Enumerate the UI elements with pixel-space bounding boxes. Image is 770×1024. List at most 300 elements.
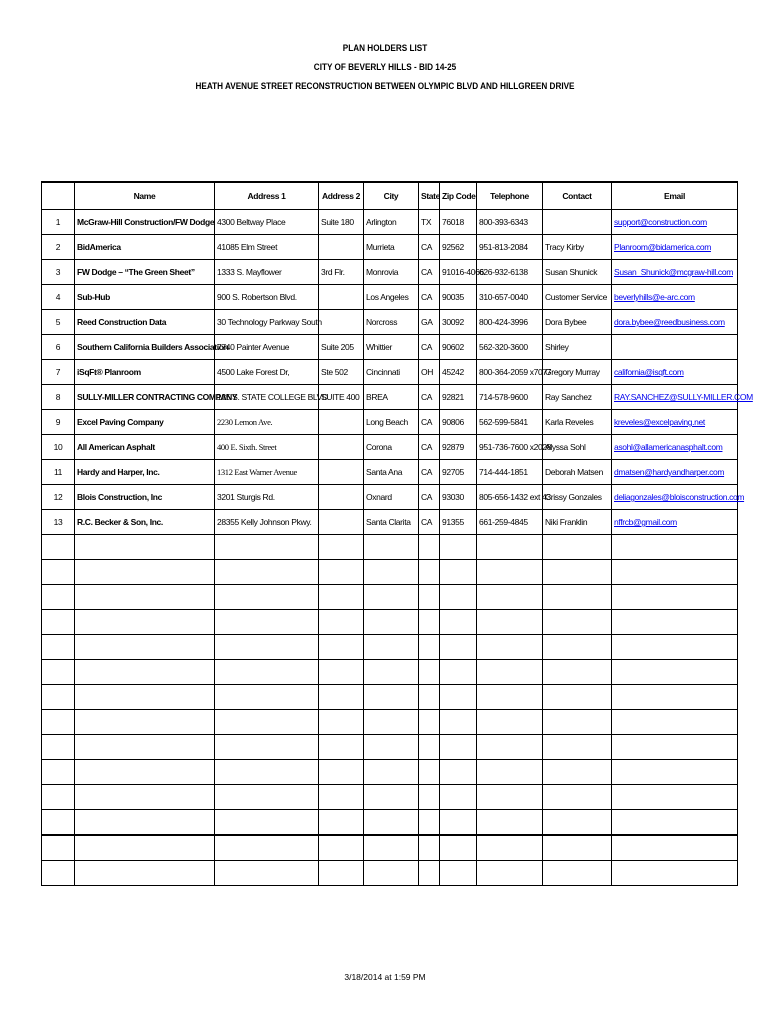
email-link[interactable]: Susan_Shunick@mcgraw-hill.com <box>612 260 738 285</box>
row-number: 1 <box>42 210 75 235</box>
empty-cell <box>440 685 477 710</box>
city: Santa Ana <box>364 460 419 485</box>
empty-cell <box>477 660 543 685</box>
telephone: 714-444-1851 <box>477 460 543 485</box>
email-link[interactable]: support@construction.com <box>612 210 738 235</box>
empty-cell <box>75 810 215 836</box>
empty-cell <box>477 610 543 635</box>
address-line-2 <box>319 285 364 310</box>
document-title-block <box>0 39 770 96</box>
empty-cell <box>543 835 612 861</box>
city: Santa Clarita <box>364 510 419 535</box>
empty-cell <box>477 685 543 710</box>
empty-cell <box>477 535 543 560</box>
empty-cell <box>215 560 319 585</box>
telephone: 800-393-6343 <box>477 210 543 235</box>
empty-cell <box>75 560 215 585</box>
col-header-email: Email <box>612 182 738 210</box>
telephone: 661-259-4845 <box>477 510 543 535</box>
empty-cell <box>75 535 215 560</box>
empty-cell <box>419 560 440 585</box>
empty-cell <box>612 710 738 735</box>
empty-cell <box>319 810 364 836</box>
empty-cell <box>364 585 419 610</box>
company-name: Sub-Hub <box>75 285 215 310</box>
company-name: McGraw-Hill Construction/FW Dodge <box>75 210 215 235</box>
city: BREA <box>364 385 419 410</box>
contact-name: Susan Shunick <box>543 260 612 285</box>
empty-cell <box>319 560 364 585</box>
empty-cell <box>543 735 612 760</box>
address-line-1: 7740 Painter Avenue <box>215 335 319 360</box>
empty-cell <box>42 535 75 560</box>
empty-cell <box>477 560 543 585</box>
zip-code: 30092 <box>440 310 477 335</box>
empty-cell <box>612 735 738 760</box>
empty-cell <box>612 810 738 836</box>
empty-cell <box>75 660 215 685</box>
telephone: 800-364-2059 x7077 <box>477 360 543 385</box>
page-title: PLAN HOLDERS LIST <box>342 43 428 54</box>
email-link[interactable]: nffrcb@gmail.com <box>612 510 738 535</box>
empty-cell <box>364 660 419 685</box>
empty-row <box>42 710 738 735</box>
zip-code: 90602 <box>440 335 477 360</box>
empty-cell <box>440 835 477 861</box>
zip-code: 91355 <box>440 510 477 535</box>
row-number: 10 <box>42 435 75 460</box>
empty-cell <box>612 660 738 685</box>
company-name: Southern California Builders Association <box>75 335 215 360</box>
telephone: 805-656-1432 ext 43 <box>477 485 543 510</box>
empty-cell <box>419 535 440 560</box>
empty-cell <box>364 635 419 660</box>
empty-cell <box>75 735 215 760</box>
empty-cell <box>440 735 477 760</box>
company-name: iSqFt® Planroom <box>75 360 215 385</box>
empty-cell <box>612 635 738 660</box>
table-row <box>42 385 738 410</box>
state: CA <box>419 410 440 435</box>
row-number: 2 <box>42 235 75 260</box>
empty-row <box>42 685 738 710</box>
contact-name: Tracy Kirby <box>543 235 612 260</box>
state: CA <box>419 335 440 360</box>
address-line-2 <box>319 310 364 335</box>
empty-cell <box>419 735 440 760</box>
row-number: 12 <box>42 485 75 510</box>
city: Cincinnati <box>364 360 419 385</box>
empty-row <box>42 610 738 635</box>
empty-cell <box>612 535 738 560</box>
city: Norcross <box>364 310 419 335</box>
empty-cell <box>364 735 419 760</box>
empty-cell <box>42 785 75 810</box>
telephone: 626-932-6138 <box>477 260 543 285</box>
city: Whittier <box>364 335 419 360</box>
empty-cell <box>75 685 215 710</box>
empty-cell <box>477 635 543 660</box>
zip-code: 92705 <box>440 460 477 485</box>
empty-cell <box>440 535 477 560</box>
row-number: 7 <box>42 360 75 385</box>
empty-cell <box>364 610 419 635</box>
empty-cell <box>42 610 75 635</box>
zip-code: 92821 <box>440 385 477 410</box>
telephone: 310-657-0040 <box>477 285 543 310</box>
empty-cell <box>477 710 543 735</box>
empty-cell <box>477 810 543 836</box>
plan-holders-table <box>41 181 753 886</box>
empty-cell <box>419 685 440 710</box>
table-row <box>42 310 738 335</box>
empty-cell <box>42 560 75 585</box>
company-name: All American Asphalt <box>75 435 215 460</box>
address-line-2 <box>319 410 364 435</box>
contact-name: Ray Sanchez <box>543 385 612 410</box>
table-row <box>42 235 738 260</box>
email-link[interactable]: beverlyhills@e-arc.com <box>612 285 738 310</box>
city: Arlington <box>364 210 419 235</box>
zip-code: 92879 <box>440 435 477 460</box>
address-line-1: 41085 Elm Street <box>215 235 319 260</box>
empty-cell <box>440 861 477 886</box>
empty-cell <box>612 861 738 886</box>
empty-cell <box>419 861 440 886</box>
state: CA <box>419 460 440 485</box>
empty-cell <box>543 585 612 610</box>
empty-cell <box>440 710 477 735</box>
col-header-address1: Address 1 <box>215 182 319 210</box>
address-line-2: Ste 502 <box>319 360 364 385</box>
empty-cell <box>440 635 477 660</box>
address-line-1: 4500 Lake Forest Dr, <box>215 360 319 385</box>
empty-cell <box>612 585 738 610</box>
empty-row <box>42 535 738 560</box>
email-link[interactable]: california@isqft.com <box>612 360 738 385</box>
address-line-2 <box>319 235 364 260</box>
col-header-state: State <box>419 182 440 210</box>
empty-cell <box>364 861 419 886</box>
page-subtitle: CITY OF BEVERLY HILLS - BID 14-25 <box>313 62 457 73</box>
empty-cell <box>543 760 612 785</box>
state: CA <box>419 285 440 310</box>
empty-cell <box>543 610 612 635</box>
email-link[interactable]: Planroom@bidamerica.com <box>612 235 738 260</box>
empty-cell <box>319 735 364 760</box>
company-name: Hardy and Harper, Inc. <box>75 460 215 485</box>
zip-code: 90035 <box>440 285 477 310</box>
empty-cell <box>42 660 75 685</box>
row-number: 8 <box>42 385 75 410</box>
company-name: SULLY-MILLER CONTRACTING COMPANY <box>75 385 215 410</box>
address-line-1: 1333 S. Mayflower <box>215 260 319 285</box>
address-line-2 <box>319 460 364 485</box>
row-number: 11 <box>42 460 75 485</box>
table-row <box>42 360 738 385</box>
state: GA <box>419 310 440 335</box>
city: Los Angeles <box>364 285 419 310</box>
empty-cell <box>215 785 319 810</box>
company-name: Blois Construction, Inc <box>75 485 215 510</box>
email-link[interactable]: asohl@allamericanasphalt.com <box>612 435 738 460</box>
empty-cell <box>42 735 75 760</box>
zip-code: 91016-4066 <box>440 260 477 285</box>
empty-cell <box>543 810 612 836</box>
empty-cell <box>42 835 75 861</box>
contact-name: Karla Reveles <box>543 410 612 435</box>
empty-cell <box>612 760 738 785</box>
empty-cell <box>440 585 477 610</box>
empty-cell <box>364 835 419 861</box>
empty-cell <box>319 610 364 635</box>
zip-code: 93030 <box>440 485 477 510</box>
table-row <box>42 285 738 310</box>
address-line-1: 1312 East Warner Avenue <box>215 460 319 485</box>
empty-cell <box>319 535 364 560</box>
empty-cell <box>215 660 319 685</box>
company-name: R.C. Becker & Son, Inc. <box>75 510 215 535</box>
col-header-contact: Contact <box>543 182 612 210</box>
telephone: 562-599-5841 <box>477 410 543 435</box>
contact-name <box>543 210 612 235</box>
empty-cell <box>364 535 419 560</box>
empty-cell <box>215 760 319 785</box>
empty-cell <box>215 710 319 735</box>
email-link[interactable]: dmatsen@hardyandharper.com <box>612 460 738 485</box>
empty-cell <box>364 685 419 710</box>
address-line-1: 4300 Beltway Place <box>215 210 319 235</box>
telephone: 951-736-7600 x2028 <box>477 435 543 460</box>
state: CA <box>419 485 440 510</box>
empty-cell <box>440 785 477 810</box>
state: CA <box>419 510 440 535</box>
empty-cell <box>42 685 75 710</box>
empty-cell <box>42 861 75 886</box>
table-row <box>42 410 738 435</box>
empty-cell <box>215 861 319 886</box>
col-header-telephone: Telephone <box>477 182 543 210</box>
state: TX <box>419 210 440 235</box>
address-line-1: 2230 Lemon Ave. <box>215 410 319 435</box>
address-line-2: Suite 205 <box>319 335 364 360</box>
empty-cell <box>419 785 440 810</box>
city: Monrovia <box>364 260 419 285</box>
empty-cell <box>477 861 543 886</box>
empty-cell <box>612 685 738 710</box>
row-number: 9 <box>42 410 75 435</box>
row-number: 3 <box>42 260 75 285</box>
table-row <box>42 260 738 285</box>
empty-cell <box>612 610 738 635</box>
state: CA <box>419 385 440 410</box>
company-name: FW Dodge – “The Green Sheet” <box>75 260 215 285</box>
empty-cell <box>543 861 612 886</box>
empty-cell <box>419 585 440 610</box>
zip-code: 90806 <box>440 410 477 435</box>
zip-code: 76018 <box>440 210 477 235</box>
empty-cell <box>612 785 738 810</box>
col-header-address2: Address 2 <box>319 182 364 210</box>
empty-cell <box>215 685 319 710</box>
state: CA <box>419 235 440 260</box>
empty-cell <box>75 710 215 735</box>
empty-cell <box>612 835 738 861</box>
empty-cell <box>364 810 419 836</box>
empty-cell <box>42 585 75 610</box>
empty-cell <box>477 760 543 785</box>
empty-cell <box>75 785 215 810</box>
email-link[interactable]: kreveles@excelpaving.net <box>612 410 738 435</box>
company-name: Reed Construction Data <box>75 310 215 335</box>
empty-cell <box>440 760 477 785</box>
empty-cell <box>543 710 612 735</box>
empty-cell <box>419 710 440 735</box>
city: Corona <box>364 435 419 460</box>
company-name: BidAmerica <box>75 235 215 260</box>
telephone: 800-424-3996 <box>477 310 543 335</box>
address-line-1: 28355 Kelly Johnson Pkwy. <box>215 510 319 535</box>
contact-name: Alyssa Sohl <box>543 435 612 460</box>
print-timestamp: 3/18/2014 at 1:59 PM <box>344 972 426 982</box>
empty-cell <box>477 835 543 861</box>
empty-row <box>42 735 738 760</box>
telephone: 562-320-3600 <box>477 335 543 360</box>
empty-cell <box>319 635 364 660</box>
empty-cell <box>319 660 364 685</box>
state: OH <box>419 360 440 385</box>
address-line-2: Suite 180 <box>319 210 364 235</box>
empty-cell <box>42 635 75 660</box>
city: Oxnard <box>364 485 419 510</box>
table-row <box>42 510 738 535</box>
empty-cell <box>364 760 419 785</box>
col-header-number <box>42 182 75 210</box>
empty-cell <box>477 735 543 760</box>
empty-row <box>42 760 738 785</box>
empty-row <box>42 785 738 810</box>
empty-row <box>42 835 738 861</box>
contact-name: Dora Bybee <box>543 310 612 335</box>
empty-cell <box>75 835 215 861</box>
empty-cell <box>319 785 364 810</box>
empty-cell <box>440 560 477 585</box>
empty-cell <box>440 610 477 635</box>
empty-cell <box>319 835 364 861</box>
empty-cell <box>440 660 477 685</box>
empty-cell <box>75 760 215 785</box>
empty-cell <box>215 610 319 635</box>
address-line-1: 135 S. STATE COLLEGE BLVD <box>215 385 319 410</box>
empty-cell <box>440 810 477 836</box>
email-link[interactable]: deliagonzales@bloisconstruction.com <box>612 485 738 510</box>
empty-row <box>42 560 738 585</box>
email-link[interactable]: RAY.SANCHEZ@SULLY-MILLER.COM <box>612 385 738 410</box>
contact-name: Shirley <box>543 335 612 360</box>
empty-cell <box>543 785 612 810</box>
contact-name: Niki Franklin <box>543 510 612 535</box>
empty-cell <box>75 610 215 635</box>
zip-code: 45242 <box>440 360 477 385</box>
empty-cell <box>215 835 319 861</box>
row-number: 4 <box>42 285 75 310</box>
empty-cell <box>319 710 364 735</box>
empty-cell <box>215 635 319 660</box>
email-link[interactable] <box>612 335 738 360</box>
empty-row <box>42 861 738 886</box>
city: Long Beach <box>364 410 419 435</box>
empty-row <box>42 660 738 685</box>
col-header-city: City <box>364 182 419 210</box>
empty-cell <box>319 685 364 710</box>
contact-name: Customer Service <box>543 285 612 310</box>
empty-cell <box>419 760 440 785</box>
col-header-name: Name <box>75 182 215 210</box>
empty-cell <box>215 585 319 610</box>
empty-cell <box>42 760 75 785</box>
empty-cell <box>419 610 440 635</box>
empty-row <box>42 635 738 660</box>
table-row <box>42 435 738 460</box>
empty-cell <box>319 760 364 785</box>
state: CA <box>419 435 440 460</box>
empty-cell <box>75 585 215 610</box>
address-line-1: 30 Technology Parkway South <box>215 310 319 335</box>
table-header-row <box>42 182 738 210</box>
address-line-1: 400 E. Sixth. Street <box>215 435 319 460</box>
empty-cell <box>75 635 215 660</box>
row-number: 5 <box>42 310 75 335</box>
table-row <box>42 485 738 510</box>
telephone: 714-578-9600 <box>477 385 543 410</box>
address-line-2 <box>319 435 364 460</box>
empty-cell <box>42 810 75 836</box>
table-row <box>42 335 738 360</box>
address-line-2 <box>319 485 364 510</box>
empty-cell <box>215 735 319 760</box>
contact-name: Deborah Matsen <box>543 460 612 485</box>
telephone: 951-813-2084 <box>477 235 543 260</box>
address-line-1: 3201 Sturgis Rd. <box>215 485 319 510</box>
contact-name: Crissy Gonzales <box>543 485 612 510</box>
empty-cell <box>543 560 612 585</box>
empty-cell <box>215 810 319 836</box>
empty-cell <box>543 535 612 560</box>
empty-cell <box>319 861 364 886</box>
empty-cell <box>612 560 738 585</box>
empty-cell <box>75 861 215 886</box>
empty-cell <box>419 635 440 660</box>
address-line-2 <box>319 510 364 535</box>
address-line-2: 3rd Flr. <box>319 260 364 285</box>
company-name: Excel Paving Company <box>75 410 215 435</box>
empty-cell <box>319 585 364 610</box>
zip-code: 92562 <box>440 235 477 260</box>
empty-cell <box>419 810 440 836</box>
row-number: 13 <box>42 510 75 535</box>
empty-cell <box>543 660 612 685</box>
table-row <box>42 210 738 235</box>
col-header-zip: Zip Code <box>440 182 477 210</box>
row-number: 6 <box>42 335 75 360</box>
empty-cell <box>42 710 75 735</box>
address-line-1: 900 S. Robertson Blvd. <box>215 285 319 310</box>
address-line-2: SUITE 400 <box>319 385 364 410</box>
empty-cell <box>364 710 419 735</box>
empty-cell <box>215 535 319 560</box>
email-link[interactable]: dora.bybee@reedbusiness.com <box>612 310 738 335</box>
empty-cell <box>419 660 440 685</box>
